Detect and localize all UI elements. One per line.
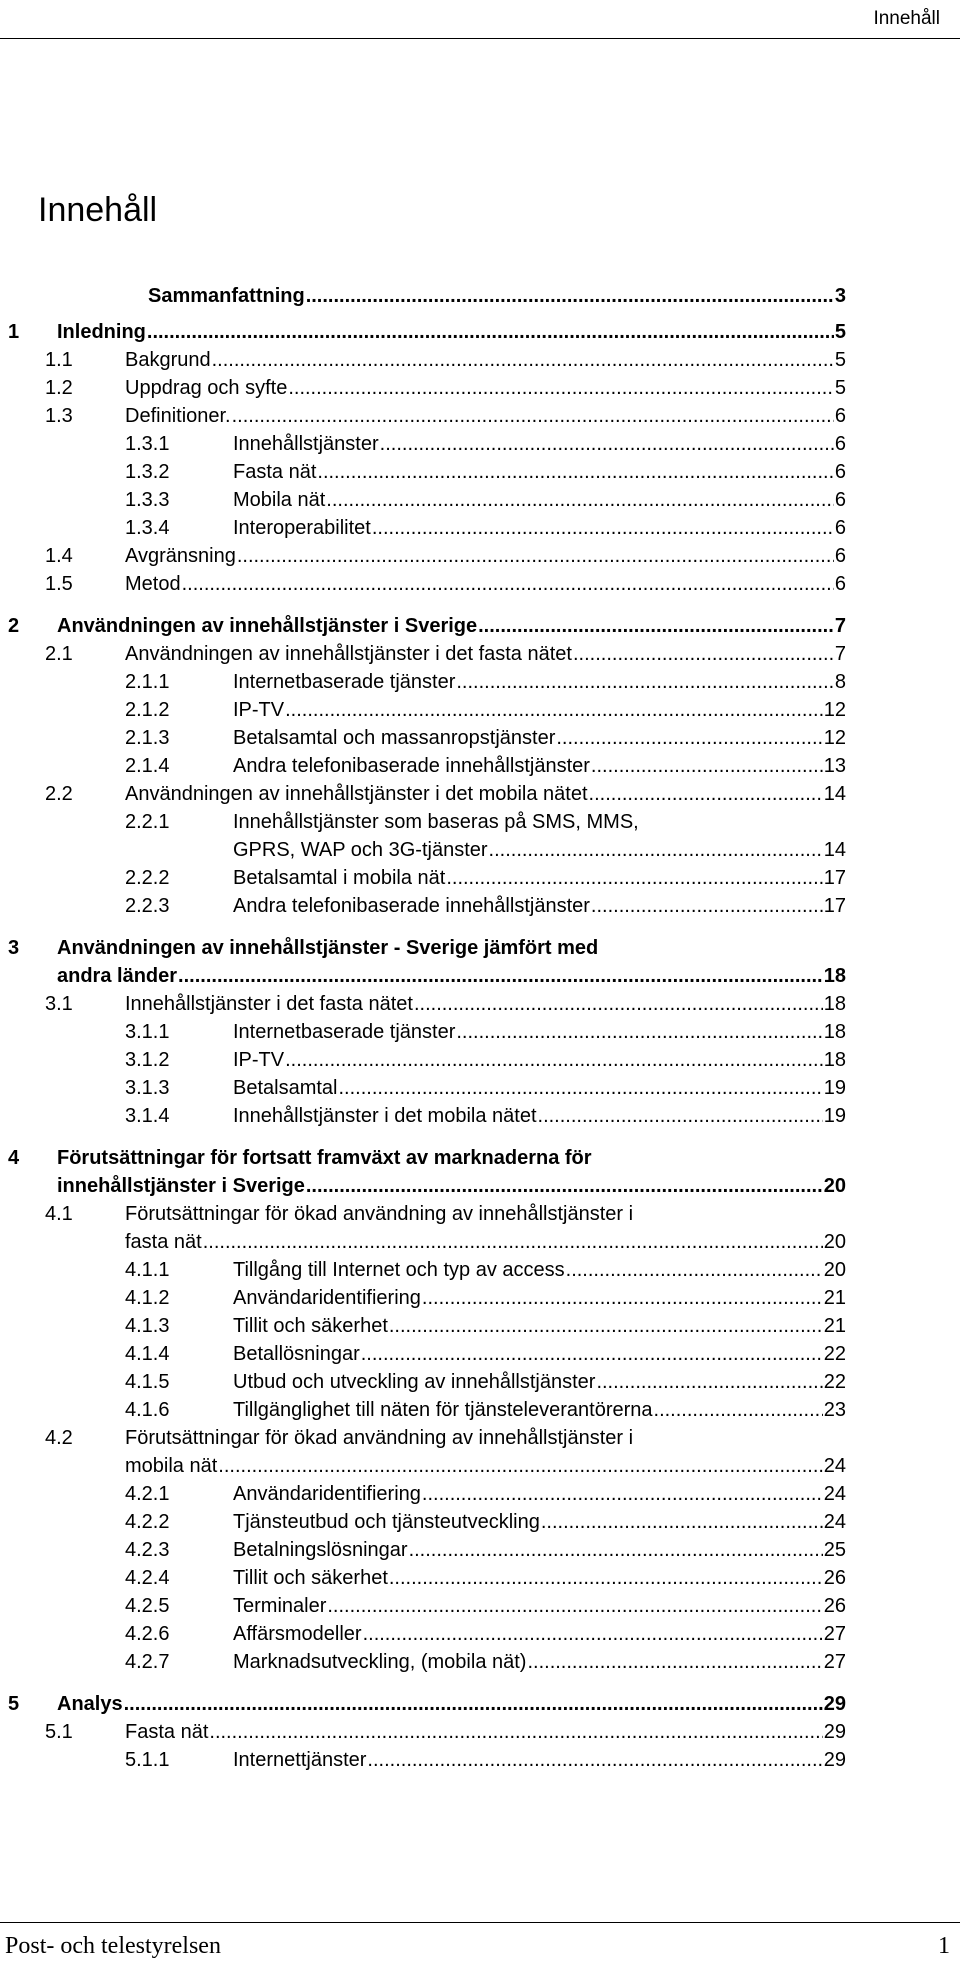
toc-entry[interactable] — [0, 612, 960, 640]
toc-entry-number: 4.2.7 — [125, 1651, 170, 1673]
toc-dot-leader — [566, 1256, 823, 1284]
toc-entry[interactable] — [0, 1312, 960, 1340]
toc-entry-title: Mobila nät — [233, 489, 326, 511]
toc-entry-page: 6 — [834, 489, 846, 511]
toc-dot-leader — [422, 1284, 823, 1312]
toc-entry-title: Förutsättningar för ökad användning av innehållstjänster i — [125, 1203, 634, 1225]
toc-entry-page: 6 — [834, 573, 846, 595]
toc-entry[interactable] — [0, 1620, 960, 1648]
toc-entry-number: 2.1.2 — [125, 699, 170, 721]
toc-dot-leader — [422, 1480, 823, 1508]
toc-dot-leader — [538, 1102, 823, 1130]
toc-dot-leader — [591, 892, 823, 920]
toc-entry[interactable] — [0, 1648, 960, 1676]
toc-entry-title: Bakgrund — [125, 349, 211, 371]
toc-entry[interactable] — [0, 668, 960, 696]
toc-entry-page: 27 — [823, 1623, 846, 1645]
toc-entry-page: 6 — [834, 461, 846, 483]
toc-entry-title: Affärsmodeller — [233, 1623, 362, 1645]
toc-entry[interactable] — [0, 1200, 960, 1228]
toc-entry-page: 20 — [823, 1231, 846, 1253]
toc-dot-leader — [203, 1228, 823, 1256]
toc-dot-leader — [446, 864, 822, 892]
toc-entry[interactable] — [0, 458, 960, 486]
toc-entry[interactable] — [0, 836, 960, 864]
toc-entry-page: 6 — [834, 517, 846, 539]
toc-entry-title: Användningen av innehållstjänster i det mobila nätet — [125, 783, 588, 805]
toc-dot-leader — [232, 402, 834, 430]
toc-entry-title: Sammanfattning — [148, 285, 305, 307]
toc-entry-page: 19 — [823, 1077, 846, 1099]
toc-entry-number: 4.1.2 — [125, 1287, 170, 1309]
toc-dot-leader — [367, 1746, 822, 1774]
toc-entry-title: Interoperabilitet — [233, 517, 371, 539]
toc-entry[interactable] — [0, 934, 960, 962]
toc-entry-page: 13 — [823, 755, 846, 777]
toc-entry-title: Terminaler — [233, 1595, 327, 1617]
toc-entry-title: Definitioner. — [125, 405, 231, 427]
toc-entry-title: Utbud och utveckling av innehållstjänster — [233, 1371, 596, 1393]
toc-entry[interactable] — [0, 808, 960, 836]
toc-entry[interactable] — [0, 1480, 960, 1508]
toc-entry-number: 2.1.4 — [125, 755, 170, 777]
toc-entry[interactable] — [0, 864, 960, 892]
toc-entry[interactable] — [0, 1046, 960, 1074]
toc-entry[interactable] — [0, 1536, 960, 1564]
toc-entry-number: 5.1 — [45, 1721, 73, 1743]
toc-entry-title: Andra telefonibaserade innehållstjänster — [233, 895, 590, 917]
running-header: Innehåll — [873, 8, 940, 29]
toc-entry-title: fasta nät — [125, 1231, 202, 1253]
toc-entry-title: Betallösningar — [233, 1343, 360, 1365]
toc-entry-number: 1.3.2 — [125, 461, 170, 483]
toc-entry[interactable] — [0, 1424, 960, 1452]
toc-entry-title: IP-TV — [233, 699, 285, 721]
toc-entry-number: 1.5 — [45, 573, 73, 595]
toc-entry-title: Uppdrag och syfte — [125, 377, 288, 399]
toc-entry-number: 3 — [8, 937, 20, 959]
footer-page-number: 1 — [938, 1933, 950, 1959]
toc-entry[interactable] — [0, 430, 960, 458]
toc-entry-page: 26 — [823, 1567, 846, 1589]
toc-entry-number: 4.2.1 — [125, 1483, 170, 1505]
toc-entry-page: 6 — [834, 433, 846, 455]
toc-entry-title: Inledning — [57, 321, 146, 343]
toc-entry[interactable] — [0, 1508, 960, 1536]
toc-dot-leader — [527, 1648, 822, 1676]
toc-entry[interactable] — [0, 1340, 960, 1368]
toc-entry[interactable] — [0, 1690, 960, 1718]
toc-dot-leader — [389, 1564, 823, 1592]
toc-entry[interactable] — [0, 1396, 960, 1424]
toc-entry-number: 4.2.4 — [125, 1567, 170, 1589]
toc-entry-title: Avgränsning — [125, 545, 236, 567]
toc-entry-page: 21 — [823, 1315, 846, 1337]
footer-divider — [0, 1922, 960, 1923]
toc-entry-title: Tillit och säkerhet — [233, 1567, 388, 1589]
toc-dot-leader — [237, 542, 834, 570]
toc-entry-number: 4.1.3 — [125, 1315, 170, 1337]
toc-entry-page: 14 — [823, 783, 846, 805]
toc-entry-title: mobila nät — [125, 1455, 218, 1477]
toc-entry-title: innehållstjänster i Sverige — [57, 1175, 305, 1197]
toc-dot-leader — [285, 696, 823, 724]
toc-entry-title: Användningen av innehållstjänster i det fasta nätet — [125, 643, 572, 665]
toc-entry-number: 3.1.3 — [125, 1077, 170, 1099]
toc-dot-leader — [327, 1592, 822, 1620]
toc-entry-page: 18 — [823, 965, 846, 987]
toc-entry-number: 2.2.3 — [125, 895, 170, 917]
toc-entry-title: Innehållstjänster i det fasta nätet — [125, 993, 413, 1015]
toc-dot-leader — [285, 1046, 823, 1074]
toc-entry-title: Fasta nät — [125, 1721, 209, 1743]
toc-entry[interactable] — [0, 1256, 960, 1284]
toc-dot-leader — [591, 752, 823, 780]
toc-entry[interactable] — [0, 990, 960, 1018]
toc-entry-title: Tjänsteutbud och tjänsteutveckling — [233, 1511, 540, 1533]
toc-entry[interactable] — [0, 1452, 960, 1480]
toc-entry-page: 29 — [823, 1693, 846, 1715]
toc-entry-number: 1.3.3 — [125, 489, 170, 511]
toc-entry[interactable] — [0, 1718, 960, 1746]
toc-entry-page: 26 — [823, 1595, 846, 1617]
toc-dot-leader — [489, 836, 823, 864]
toc-entry[interactable] — [0, 486, 960, 514]
toc-entry-page: 14 — [823, 839, 846, 861]
toc-entry-title: andra länder — [57, 965, 178, 987]
toc-entry-page: 22 — [823, 1343, 846, 1365]
toc-entry-number: 2.2.2 — [125, 867, 170, 889]
toc-entry-page: 23 — [823, 1399, 846, 1421]
toc-entry-title: Betalningslösningar — [233, 1539, 408, 1561]
toc-entry[interactable] — [0, 1284, 960, 1312]
toc-dot-leader — [218, 1452, 822, 1480]
toc-dot-leader — [589, 780, 823, 808]
toc-entry-page: 20 — [823, 1175, 846, 1197]
toc-entry-title: Användaridentifiering — [233, 1483, 421, 1505]
toc-entry-number: 1.3.4 — [125, 517, 170, 539]
toc-dot-leader — [178, 962, 823, 990]
toc-entry-page: 21 — [823, 1287, 846, 1309]
toc-dot-leader — [556, 724, 822, 752]
toc-entry[interactable] — [0, 780, 960, 808]
toc-entry[interactable] — [0, 640, 960, 668]
toc-dot-leader — [596, 1368, 822, 1396]
toc-entry[interactable] — [0, 282, 960, 310]
toc-entry-number: 4.1.5 — [125, 1371, 170, 1393]
toc-entry-page: 12 — [823, 699, 846, 721]
toc-entry[interactable] — [0, 318, 960, 346]
toc-entry-title: Tillgänglighet till näten för tjänsteleverantörerna — [233, 1399, 653, 1421]
toc-entry[interactable] — [0, 374, 960, 402]
toc-entry-number: 4.1.4 — [125, 1343, 170, 1365]
toc-dot-leader — [124, 1690, 823, 1718]
toc-entry-title: Fasta nät — [233, 461, 317, 483]
toc-entry-number: 3.1 — [45, 993, 73, 1015]
toc-entry-number: 4.1.1 — [125, 1259, 170, 1281]
toc-entry-number: 4 — [8, 1147, 20, 1169]
toc-dot-leader — [414, 990, 823, 1018]
toc-dot-leader — [478, 612, 834, 640]
toc-entry-number: 3.1.1 — [125, 1021, 170, 1043]
toc-entry-page: 5 — [834, 377, 846, 399]
toc-entry-number: 1.2 — [45, 377, 73, 399]
toc-entry-page: 22 — [823, 1371, 846, 1393]
toc-dot-leader — [456, 668, 834, 696]
toc-entry-title: Förutsättningar för ökad användning av innehållstjänster i — [125, 1427, 634, 1449]
toc-entry-number: 1.3.1 — [125, 433, 170, 455]
toc-entry-page: 27 — [823, 1651, 846, 1673]
toc-dot-leader — [288, 374, 834, 402]
toc-entry-number: 3.1.2 — [125, 1049, 170, 1071]
toc-dot-leader — [363, 1620, 823, 1648]
toc-entry-number: 4.2.3 — [125, 1539, 170, 1561]
toc-dot-leader — [306, 282, 834, 310]
toc-entry-title: Analys — [57, 1693, 123, 1715]
toc-entry-page: 7 — [834, 643, 846, 665]
toc-entry[interactable] — [0, 752, 960, 780]
toc-entry-number: 2.1.3 — [125, 727, 170, 749]
toc-entry-page: 24 — [823, 1455, 846, 1477]
toc-dot-leader — [182, 570, 834, 598]
toc-entry-title: Tillit och säkerhet — [233, 1315, 388, 1337]
toc-dot-leader — [326, 486, 834, 514]
toc-entry-number: 4.1.6 — [125, 1399, 170, 1421]
toc-entry-number: 4.2.2 — [125, 1511, 170, 1533]
toc-dot-leader — [361, 1340, 823, 1368]
toc-entry[interactable] — [0, 1144, 960, 1172]
toc-entry[interactable] — [0, 570, 960, 598]
toc-entry-page: 24 — [823, 1511, 846, 1533]
toc-entry[interactable] — [0, 1746, 960, 1774]
toc-dot-leader — [573, 640, 834, 668]
toc-entry-page: 5 — [834, 321, 846, 343]
toc-entry-number: 5 — [8, 1693, 20, 1715]
toc-entry[interactable] — [0, 542, 960, 570]
toc-entry-title: Betalsamtal och massanropstjänster — [233, 727, 556, 749]
toc-entry[interactable] — [0, 1228, 960, 1256]
toc-entry-page: 5 — [834, 349, 846, 371]
toc-entry-title: Användaridentifiering — [233, 1287, 421, 1309]
toc-entry-title: Innehållstjänster i det mobila nätet — [233, 1105, 537, 1127]
toc-dot-leader — [380, 430, 834, 458]
toc-entry-number: 2.2.1 — [125, 811, 170, 833]
page-title: Innehåll — [38, 190, 158, 229]
toc-entry-title: Innehållstjänster som baseras på SMS, MMS, — [233, 811, 639, 833]
toc-entry-page: 18 — [823, 993, 846, 1015]
toc-dot-leader — [147, 318, 834, 346]
toc-entry[interactable] — [0, 696, 960, 724]
toc-entry-page: 25 — [823, 1539, 846, 1561]
toc-entry-number: 2.2 — [45, 783, 73, 805]
toc-entry[interactable] — [0, 346, 960, 374]
toc-dot-leader — [372, 514, 834, 542]
toc-entry-title: IP-TV — [233, 1049, 285, 1071]
toc-dot-leader — [317, 458, 833, 486]
toc-dot-leader — [456, 1018, 822, 1046]
toc-entry[interactable] — [0, 1018, 960, 1046]
toc-entry-number: 2.1.1 — [125, 671, 170, 693]
toc-dot-leader — [209, 1718, 822, 1746]
toc-entry[interactable] — [0, 1368, 960, 1396]
toc-entry[interactable] — [0, 1074, 960, 1102]
toc-entry[interactable] — [0, 1172, 960, 1200]
toc-dot-leader — [541, 1508, 823, 1536]
toc-entry-page: 18 — [823, 1021, 846, 1043]
toc-entry-title: Betalsamtal — [233, 1077, 338, 1099]
toc-entry-title: Användningen av innehållstjänster i Sverige — [57, 615, 478, 637]
toc-entry-title: GPRS, WAP och 3G-tjänster — [233, 839, 488, 861]
toc-entry-page: 17 — [823, 867, 846, 889]
toc-entry[interactable] — [0, 724, 960, 752]
toc-entry[interactable] — [0, 402, 960, 430]
toc-entry-title: Marknadsutveckling, (mobila nät) — [233, 1651, 527, 1673]
toc-entry-title: Internettjänster — [233, 1749, 367, 1771]
toc-entry-title: Användningen av innehållstjänster - Sverige jämfört med — [57, 937, 599, 959]
toc-entry-page: 19 — [823, 1105, 846, 1127]
toc-entry-title: Internetbaserade tjänster — [233, 671, 456, 693]
toc-entry-number: 4.2 — [45, 1427, 73, 1449]
toc-entry-number: 1.1 — [45, 349, 73, 371]
toc-entry-number: 1 — [8, 321, 20, 343]
toc-entry-number: 5.1.1 — [125, 1749, 170, 1771]
toc-entry[interactable] — [0, 962, 960, 990]
toc-entry[interactable] — [0, 514, 960, 542]
toc-dot-leader — [389, 1312, 823, 1340]
toc-dot-leader — [212, 346, 834, 374]
toc-dot-leader — [306, 1172, 823, 1200]
toc-dot-leader — [409, 1536, 823, 1564]
toc-entry-title: Betalsamtal i mobila nät — [233, 867, 446, 889]
toc-entry-title: Förutsättningar för fortsatt framväxt av marknaderna för — [57, 1147, 592, 1169]
toc-entry-number: 4.2.5 — [125, 1595, 170, 1617]
toc-entry-title: Internetbaserade tjänster — [233, 1021, 456, 1043]
toc-entry-page: 24 — [823, 1483, 846, 1505]
toc-entry-title: Andra telefonibaserade innehållstjänster — [233, 755, 590, 777]
toc-entry-page: 29 — [823, 1721, 846, 1743]
toc-entry[interactable] — [0, 1564, 960, 1592]
toc-entry-page: 3 — [834, 285, 846, 307]
toc-entry-title: Metod — [125, 573, 181, 595]
toc-entry-page: 20 — [823, 1259, 846, 1281]
footer-publisher: Post- och telestyrelsen — [5, 1933, 221, 1959]
toc-dot-leader — [654, 1396, 823, 1424]
toc-entry-number: 1.3 — [45, 405, 73, 427]
toc-entry-page: 12 — [823, 727, 846, 749]
toc-entry-page: 6 — [834, 545, 846, 567]
toc-entry[interactable] — [0, 1592, 960, 1620]
toc-entry-page: 29 — [823, 1749, 846, 1771]
toc-entry-number: 2 — [8, 615, 20, 637]
toc-entry-title: Tillgång till Internet och typ av access — [233, 1259, 565, 1281]
toc-dot-leader — [339, 1074, 823, 1102]
toc-entry-title: Innehållstjänster — [233, 433, 379, 455]
toc-entry-number: 2.1 — [45, 643, 73, 665]
toc-entry-page: 6 — [834, 405, 846, 427]
toc-entry-page: 8 — [834, 671, 846, 693]
toc-entry-number: 4.2.6 — [125, 1623, 170, 1645]
toc-entry-number: 4.1 — [45, 1203, 73, 1225]
toc-entry-number: 1.4 — [45, 545, 73, 567]
toc-entry-page: 18 — [823, 1049, 846, 1071]
toc-entry-page: 17 — [823, 895, 846, 917]
toc-entry[interactable] — [0, 892, 960, 920]
toc-entry-page: 7 — [834, 615, 846, 637]
toc-entry-number: 3.1.4 — [125, 1105, 170, 1127]
toc-entry[interactable] — [0, 1102, 960, 1130]
